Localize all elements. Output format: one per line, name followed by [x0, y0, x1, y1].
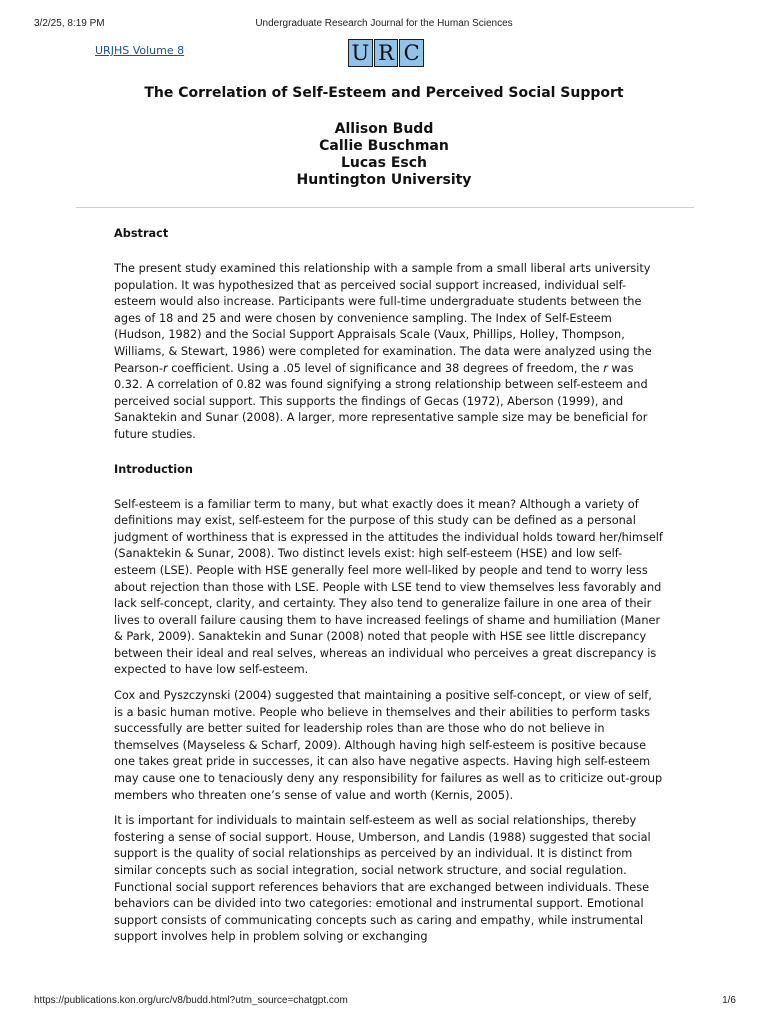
author-block [0, 121, 768, 189]
intro-paragraph: Self-esteem is a familiar term to many, but what exactly does it mean? Although a variety of definitions may exist, self-esteem for the purpose of this study can be defined as a personal judgment of worthiness that is expressed in the attitudes the individual holds toward her/himself (Sanaktekin & Sunar, 2008). Two distinct levels exist: high self-esteem (HSE) and low self-esteem (LSE). People with HSE generally feel more well-liked by people and tend to worry less about rejection than those with LSE. People with LSE tend to view themselves less favorably and lack self-concept, clarity, and certainty. They also tend to generalize failure in one area of their lives to overall failure causing them to have increased feelings of shame and humiliation (Maner & Park, 2009). Sanaktekin and Sunar (2008) noted that people with HSE see little discrepancy between their ideal and real selves, whereas an individual who perceives a great discrepancy is expected to have low self-esteem. [114, 497, 663, 677]
intro-paragraph: Cox and Pyszczynski (2004) suggested that maintaining a positive self-concept, or view of self, is a basic human motive. People who believe in themselves and their abilities to perform tasks successfully are better suited for leadership roles than are those who do not believe in themselves (Mayseless & Scharf, 2009). Although having high self-esteem is positive because one takes great pride in successes, it can also have negative aspects. Having high self-esteem may cause one to tenaciously deny any responsibility for failures as well as to criticize out-group members who threaten one’s sense of value and worth (Kernis, 2005). [114, 689, 663, 802]
intro-paragraph: It is important for individuals to maintain self-esteem as well as social relationships, thereby fostering a sense of social support. House, Umberson, and Landis (1988) suggested that social support is the quality of social relationships as perceived by an individual. It is distinct from similar concepts such as social integration, social network structure, and social regulation. Functional social support references behaviors that are exchanged between individuals. These behaviors can be divided into two categories: emotional and instrumental support. Emotional support consists of communicating concepts such as caring and empathy, while instrumental support involves help in problem solving or exchanging [114, 814, 651, 944]
article-body [114, 226, 664, 946]
page-url: https://publications.kon.org/urc/v8/budd.html?utm_source=chatgpt.com [34, 995, 348, 1006]
logo-letter-c: C [399, 39, 424, 67]
author-name: Lucas Esch [340, 155, 427, 171]
page-number: 1/6 [722, 995, 736, 1006]
author-name: Allison Budd [334, 121, 434, 137]
article-title: The Correlation of Self-Esteem and Perceived Social Support [144, 85, 624, 101]
introduction-heading: Introduction [114, 462, 193, 476]
urc-logo[interactable] [348, 38, 424, 68]
abstract-heading: Abstract [114, 227, 169, 240]
print-datetime: 3/2/25, 8:19 PM [34, 18, 105, 29]
print-page-title: Undergraduate Research Journal for the Human Sciences [255, 18, 513, 29]
abstract-paragraph: The present study examined this relationship with a sample from a small liberal arts university population. It was hypothesized that as perceived social support increased, individual self-esteem would also increase. Participants were full-time undergraduate students between the ages of 18 and 25 and were chosen by convenience sampling. The Index of Self-Esteem (Hudson, 1982) and the Social Support Appraisals Scale (Vaux, Phillips, Holley, Thompson, Williams, & Stewart, 1986) were completed for examination. The data were analyzed using the Pearson-r coefficient. Using a .05 level of significance and 38 degrees of freedom, the r was 0.32. A correlation of 0.82 was found signifying a strong relationship between self-esteem and perceived social support. This supports the findings of Gecas (1972), Aberson (1999), and Sanaktekin and Sunar (2008). A larger, more representative sample size may be beneficial for future studies. [114, 262, 652, 441]
print-header [0, 0, 768, 40]
volume-link[interactable]: URJHS Volume 8 [95, 44, 185, 57]
logo-letter-r: R [374, 39, 399, 67]
divider [76, 207, 694, 208]
journal-nav [0, 40, 768, 74]
institution: Huntington University [296, 172, 472, 188]
print-footer [0, 995, 768, 1015]
author-name: Callie Buschman [319, 138, 449, 154]
logo-letter-u: U [348, 39, 373, 67]
